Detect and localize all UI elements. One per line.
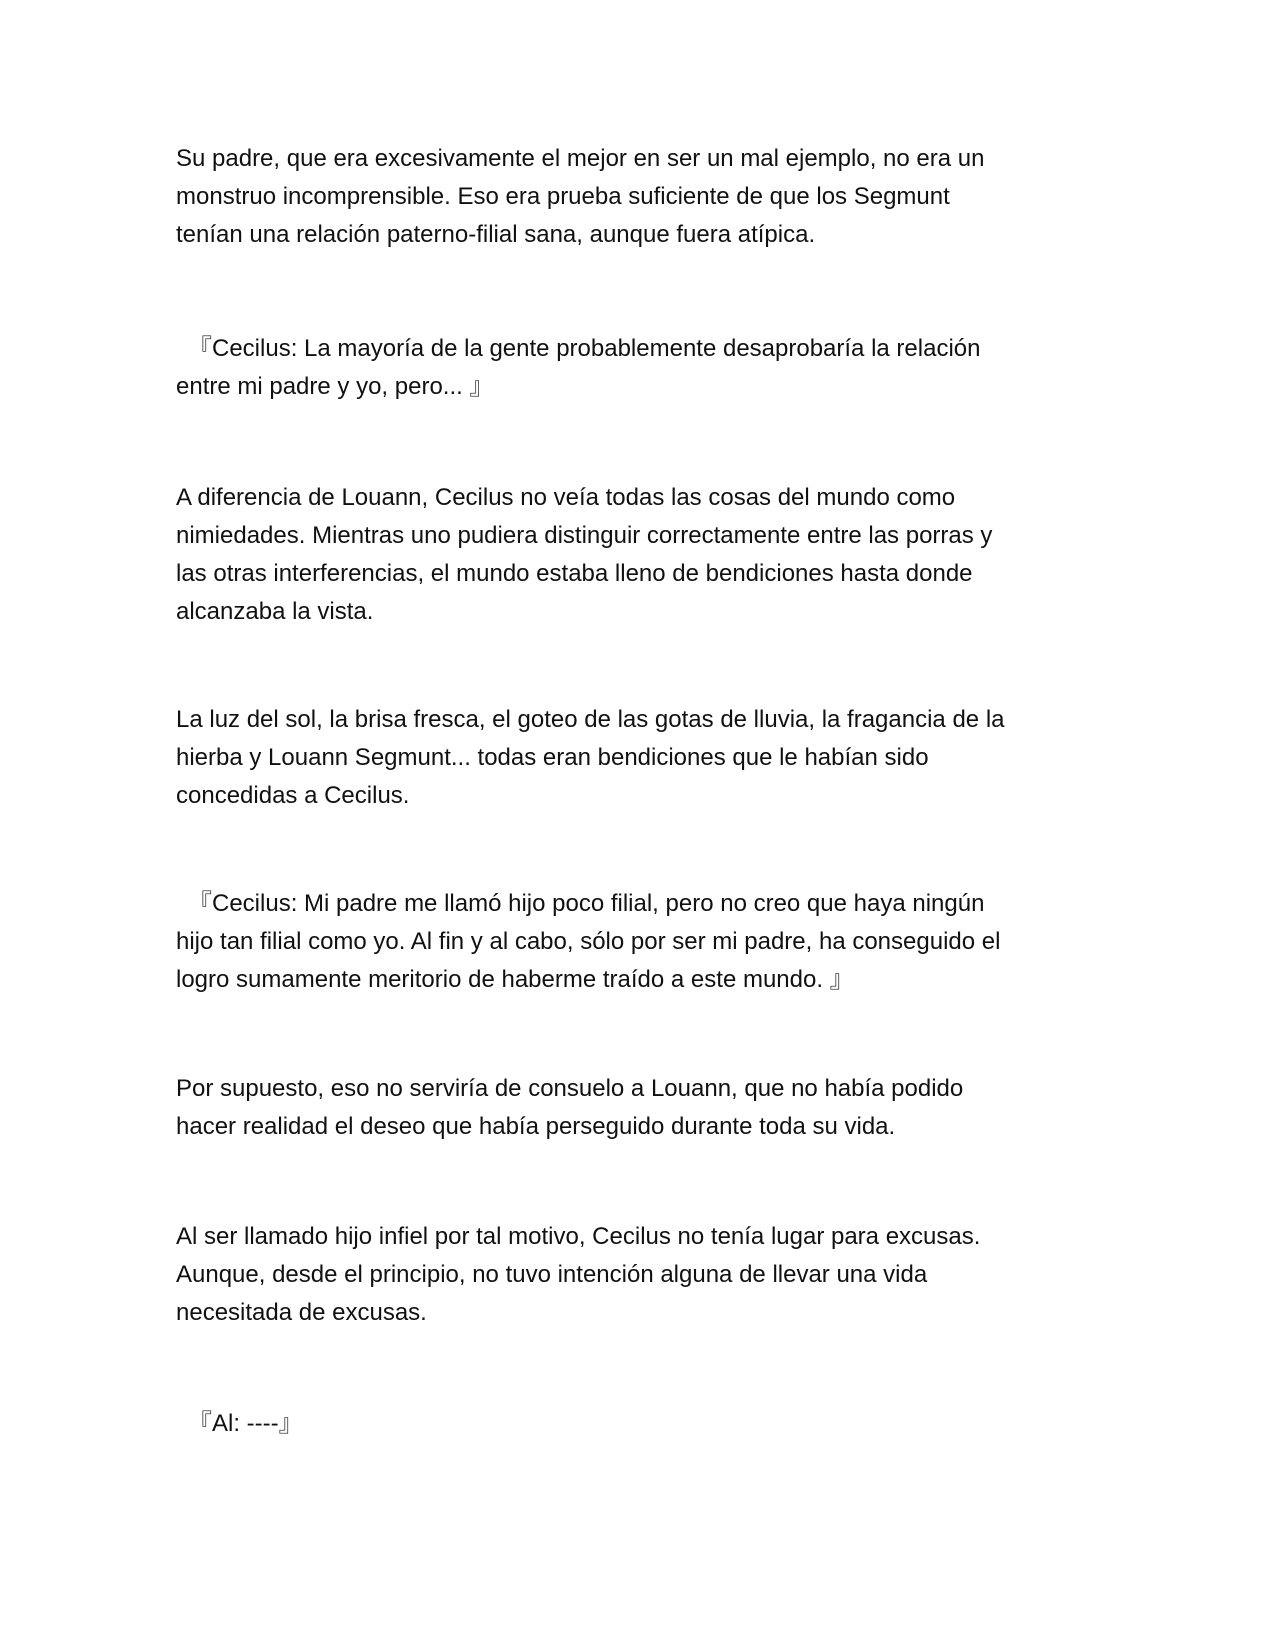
text-line: A diferencia de Louann, Cecilus no veía todas las cosas del mundo como	[176, 484, 956, 511]
text-line: monstruo incomprensible. Eso era prueba suficiente de que los Segmunt	[176, 183, 950, 210]
dialogue-line: logro sumamente meritorio de haberme traído a este mundo. 』	[176, 966, 854, 993]
dialogue-line: 『Cecilus: Mi padre me llamó hijo poco filial, pero no creo que haya ningún	[188, 890, 985, 917]
text-line: concedidas a Cecilus.	[176, 782, 410, 809]
text-line: Por supuesto, eso no serviría de consuelo a Louann, que no había podido	[176, 1075, 964, 1102]
dialogue-line: 『Al: ----』	[188, 1410, 303, 1437]
text-line: tenían una relación paterno-filial sana, aunque fuera atípica.	[176, 221, 816, 248]
text-line: Aunque, desde el principio, no tuvo intención alguna de llevar una vida	[176, 1261, 928, 1288]
paragraph-1	[176, 140, 1106, 254]
dialogue-line: entre mi padre y yo, pero... 』	[176, 373, 494, 400]
text-line: hacer realidad el deseo que había perseguido durante toda su vida.	[176, 1113, 896, 1140]
text-line: alcanzaba la vista.	[176, 598, 374, 625]
text-line: nimiedades. Mientras uno pudiera distinguir correctamente entre las porras y	[176, 522, 993, 549]
text-line: Al ser llamado hijo infiel por tal motivo, Cecilus no tenía lugar para excusas.	[176, 1223, 981, 1250]
text-line: Su padre, que era excesivamente el mejor en ser un mal ejemplo, no era un	[176, 145, 985, 172]
dialogue-1	[176, 330, 1106, 406]
dialogue-2	[176, 885, 1106, 999]
dialogue-line: hijo tan filial como yo. Al fin y al cabo, sólo por ser mi padre, ha conseguido el	[176, 928, 1001, 955]
dialogue-line: 『Cecilus: La mayoría de la gente probablemente desaprobaría la relación	[188, 335, 981, 362]
paragraph-4	[176, 1070, 1106, 1146]
text-line: La luz del sol, la brisa fresca, el goteo de las gotas de lluvia, la fragancia de la	[176, 706, 1005, 733]
dialogue-3	[176, 1405, 1106, 1443]
text-line: necesitada de excusas.	[176, 1299, 427, 1326]
text-line: hierba y Louann Segmunt... todas eran bendiciones que le habían sido	[176, 744, 929, 771]
paragraph-2	[176, 479, 1106, 631]
paragraph-5	[176, 1218, 1106, 1332]
text-line: las otras interferencias, el mundo estaba lleno de bendiciones hasta donde	[176, 560, 973, 587]
paragraph-3	[176, 701, 1106, 815]
